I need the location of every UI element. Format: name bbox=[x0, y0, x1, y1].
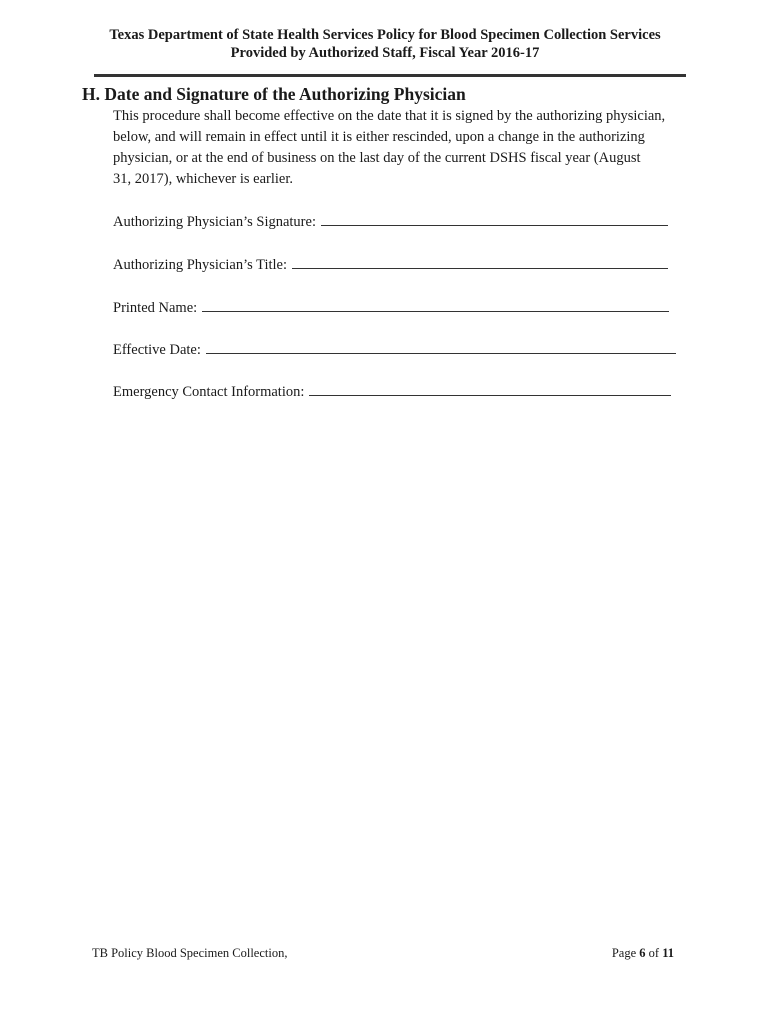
body-line: below, and will remain in effect until it is either rescinded, upon a change in the authorizing bbox=[113, 129, 645, 145]
signature-line[interactable] bbox=[321, 211, 668, 226]
header-divider bbox=[94, 74, 686, 77]
printed-name-line[interactable] bbox=[202, 297, 669, 312]
title-line[interactable] bbox=[292, 254, 668, 269]
title-label: Authorizing Physician’s Title: bbox=[113, 257, 288, 273]
section-body bbox=[113, 106, 698, 190]
emergency-contact-label: Emergency Contact Information: bbox=[113, 384, 305, 400]
printed-name-label: Printed Name: bbox=[113, 300, 198, 316]
section-heading: H. Date and Signature of the Authorizing Physician bbox=[82, 84, 466, 104]
signature-label: Authorizing Physician’s Signature: bbox=[113, 214, 316, 230]
effective-date-line[interactable] bbox=[206, 339, 676, 354]
signature-field bbox=[113, 211, 668, 231]
title-field bbox=[113, 254, 668, 274]
page-total: 11 bbox=[662, 946, 674, 960]
effective-date-field bbox=[113, 339, 676, 359]
emergency-contact-field bbox=[113, 381, 671, 401]
body-line: physician, or at the end of business on the last day of the current DSHS fiscal year (August bbox=[113, 150, 641, 166]
page-prefix: Page bbox=[611, 946, 637, 960]
page-current: 6 bbox=[639, 946, 646, 960]
emergency-contact-line[interactable] bbox=[309, 381, 671, 396]
header-title-line-2: Provided by Authorized Staff, Fiscal Year 2016-17 bbox=[230, 45, 540, 61]
document-header bbox=[60, 26, 710, 62]
header-title-line-1: Texas Department of State Health Services Policy for Blood Specimen Collection Services bbox=[109, 27, 661, 43]
effective-date-label: Effective Date: bbox=[113, 342, 201, 358]
footer-document-name: TB Policy Blood Specimen Collection, bbox=[92, 946, 288, 960]
printed-name-field bbox=[113, 297, 669, 317]
body-line: 31, 2017), whichever is earlier. bbox=[113, 171, 293, 187]
page-of: of bbox=[648, 946, 660, 960]
body-line: This procedure shall become effective on the date that it is signed by the authorizing physician, bbox=[113, 108, 666, 124]
footer-page-number bbox=[612, 945, 674, 961]
